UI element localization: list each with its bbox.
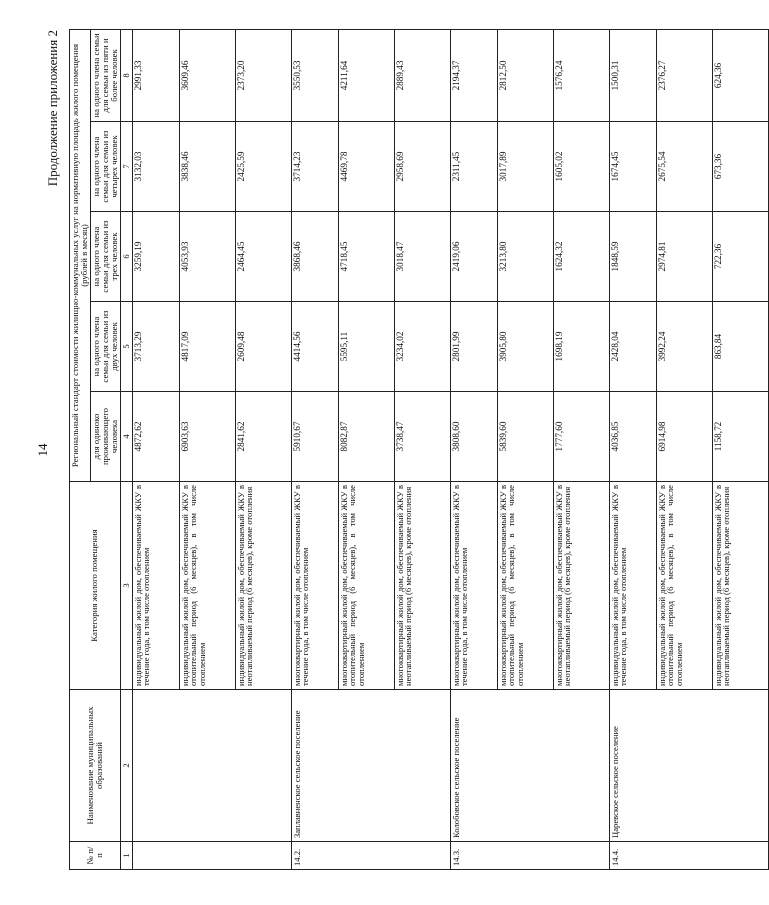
- table-row: [609, 29, 656, 869]
- value-two: 863,84: [712, 302, 768, 392]
- index-row: [120, 29, 132, 869]
- index-cell: 7: [120, 122, 132, 212]
- index-cell: 5: [120, 302, 132, 392]
- value-four: 2311,45: [450, 122, 497, 212]
- value-two: 3234,02: [394, 302, 450, 392]
- index-cell: 3: [120, 482, 132, 690]
- value-three: 2464,45: [235, 212, 291, 302]
- index-cell: 2: [120, 690, 132, 842]
- value-two: 4817,09: [179, 302, 235, 392]
- value-single: 3738,47: [394, 392, 450, 482]
- value-five-plus: 3609,46: [179, 29, 235, 121]
- value-five-plus: 2812,50: [497, 29, 553, 121]
- value-single: 4872,62: [132, 392, 179, 482]
- value-five-plus: 1500,31: [609, 29, 656, 121]
- value-four: 3714,23: [291, 122, 338, 212]
- table-row: [450, 29, 497, 869]
- value-four: 3838,46: [179, 122, 235, 212]
- value-two: 1698,19: [553, 302, 609, 392]
- value-four: 2958,69: [394, 122, 450, 212]
- value-three: 4718,45: [338, 212, 394, 302]
- header-standard: Региональный стандарт стоимости жилищно-коммунальных услуг на нормативную площадь жилого помещения (рублей в месяц): [70, 29, 91, 481]
- rotated-page: [35, 30, 732, 870]
- housing-category: многоквартирный жилой дом, обеспечиваемый ЖКУ в отопительный период (6 месяцев), в том числе отоплением: [338, 482, 394, 690]
- value-single: 1158,72: [712, 392, 768, 482]
- value-five-plus: 2889,43: [394, 29, 450, 121]
- value-four: 3017,89: [497, 122, 553, 212]
- value-single: 3808,60: [450, 392, 497, 482]
- header-col-4: для одиноко проживающего человека: [90, 392, 120, 482]
- municipality-name: Колобовское сельское поселение: [450, 690, 609, 842]
- row-number: [132, 842, 291, 870]
- housing-category: многоквартирный жилой дом, обеспечиваемый ЖКУ в течение года, в том числе отоплением: [291, 482, 338, 690]
- page-number: 14: [35, 443, 50, 457]
- value-two: 5595,11: [338, 302, 394, 392]
- value-three: 3259,19: [132, 212, 179, 302]
- value-four: 1605,02: [553, 122, 609, 212]
- value-two: 4414,56: [291, 302, 338, 392]
- municipality-name: Заплавненское сельское поселение: [291, 690, 450, 842]
- header-col-5: на одного члена семьи для семьи из двух человек: [90, 302, 120, 392]
- value-four: 2425,59: [235, 122, 291, 212]
- header-col-7: на одного члена семьи для семьи из четырех человек: [90, 122, 120, 212]
- housing-category: индивидуальный жилой дом, обеспечиваемый ЖКУ в неотапливаемый период (6 месяцев), кроме отопления: [712, 482, 768, 690]
- value-single: 6903,63: [179, 392, 235, 482]
- header-category: Категория жилого помещения: [70, 482, 121, 690]
- row-number: 14.3.: [450, 842, 609, 870]
- value-single: 2841,62: [235, 392, 291, 482]
- value-four: 4469,78: [338, 122, 394, 212]
- housing-category: многоквартирный жилой дом, обеспечиваемый ЖКУ в неотапливаемый период (6 месяцев), кроме отопления: [553, 482, 609, 690]
- value-single: 4036,85: [609, 392, 656, 482]
- housing-category: индивидуальный жилой дом, обеспечиваемый ЖКУ в течение года, в том числе отоплением: [132, 482, 179, 690]
- value-three: 3868,46: [291, 212, 338, 302]
- municipality-name: Царевское сельское поселение: [609, 690, 768, 842]
- header-col-8: на одного члена семьи для семьи из пяти и более человек: [90, 29, 120, 121]
- row-number: 14.2.: [291, 842, 450, 870]
- value-single: 6914,98: [656, 392, 712, 482]
- value-three: 3213,80: [497, 212, 553, 302]
- value-single: 5839,60: [497, 392, 553, 482]
- value-three: 4053,93: [179, 212, 235, 302]
- value-three: 1624,32: [553, 212, 609, 302]
- housing-category: многоквартирный жилой дом, обеспечиваемый ЖКУ в отопительный период (6 месяцев), в том числе отоплением: [497, 482, 553, 690]
- housing-category: индивидуальный жилой дом, обеспечиваемый ЖКУ в течение года, в том числе отоплением: [609, 482, 656, 690]
- value-four: 3132,03: [132, 122, 179, 212]
- value-two: 2428,04: [609, 302, 656, 392]
- value-five-plus: 624,36: [712, 29, 768, 121]
- value-four: 673,36: [712, 122, 768, 212]
- header-row-1: [70, 29, 91, 869]
- value-five-plus: 2373,20: [235, 29, 291, 121]
- value-single: 5910,67: [291, 392, 338, 482]
- value-two: 2801,99: [450, 302, 497, 392]
- header-name: Наименование муниципальных образований: [70, 690, 121, 842]
- index-cell: 6: [120, 212, 132, 302]
- housing-category: многоквартирный жилой дом, обеспечиваемый ЖКУ в течение года, в том числе отоплением: [450, 482, 497, 690]
- value-five-plus: 2376,27: [656, 29, 712, 121]
- table-row: [132, 29, 179, 869]
- value-five-plus: 2991,33: [132, 29, 179, 121]
- value-two: 3905,80: [497, 302, 553, 392]
- header-num: № п/п: [70, 842, 121, 870]
- municipality-name: [132, 690, 291, 842]
- value-five-plus: 3550,53: [291, 29, 338, 121]
- standards-table: [69, 29, 769, 870]
- value-five-plus: 2194,37: [450, 29, 497, 121]
- housing-category: индивидуальный жилой дом, обеспечиваемый ЖКУ в неотапливаемый период (6 месяцев), кроме отопления: [235, 482, 291, 690]
- value-five-plus: 1576,24: [553, 29, 609, 121]
- value-three: 2419,06: [450, 212, 497, 302]
- value-two: 3713,29: [132, 302, 179, 392]
- housing-category: многоквартирный жилой дом, обеспечиваемый ЖКУ в неотапливаемый период (6 месяцев), кроме отопления: [394, 482, 450, 690]
- value-three: 2974,81: [656, 212, 712, 302]
- value-single: 8082,87: [338, 392, 394, 482]
- housing-category: индивидуальный жилой дом, обеспечиваемый ЖКУ в отопительный период (6 месяцев), в том числе отоплением: [656, 482, 712, 690]
- value-two: 2609,48: [235, 302, 291, 392]
- value-single: 1777,60: [553, 392, 609, 482]
- housing-category: индивидуальный жилой дом, обеспечиваемый ЖКУ в отопительный период (6 месяцев), в том числе отоплением: [179, 482, 235, 690]
- value-four: 2675,54: [656, 122, 712, 212]
- index-cell: 8: [120, 29, 132, 121]
- index-cell: 4: [120, 392, 132, 482]
- value-three: 1848,59: [609, 212, 656, 302]
- value-five-plus: 4211,64: [338, 29, 394, 121]
- value-three: 3018,47: [394, 212, 450, 302]
- header-col-6: на одного члена семьи для семьи из трех человек: [90, 212, 120, 302]
- row-number: 14.4.: [609, 842, 768, 870]
- value-three: 722,36: [712, 212, 768, 302]
- continuation-label: Продолжение приложения 2: [45, 30, 60, 187]
- value-four: 1674,45: [609, 122, 656, 212]
- value-two: 3992,24: [656, 302, 712, 392]
- table-row: [291, 29, 338, 869]
- index-cell: 1: [120, 842, 132, 870]
